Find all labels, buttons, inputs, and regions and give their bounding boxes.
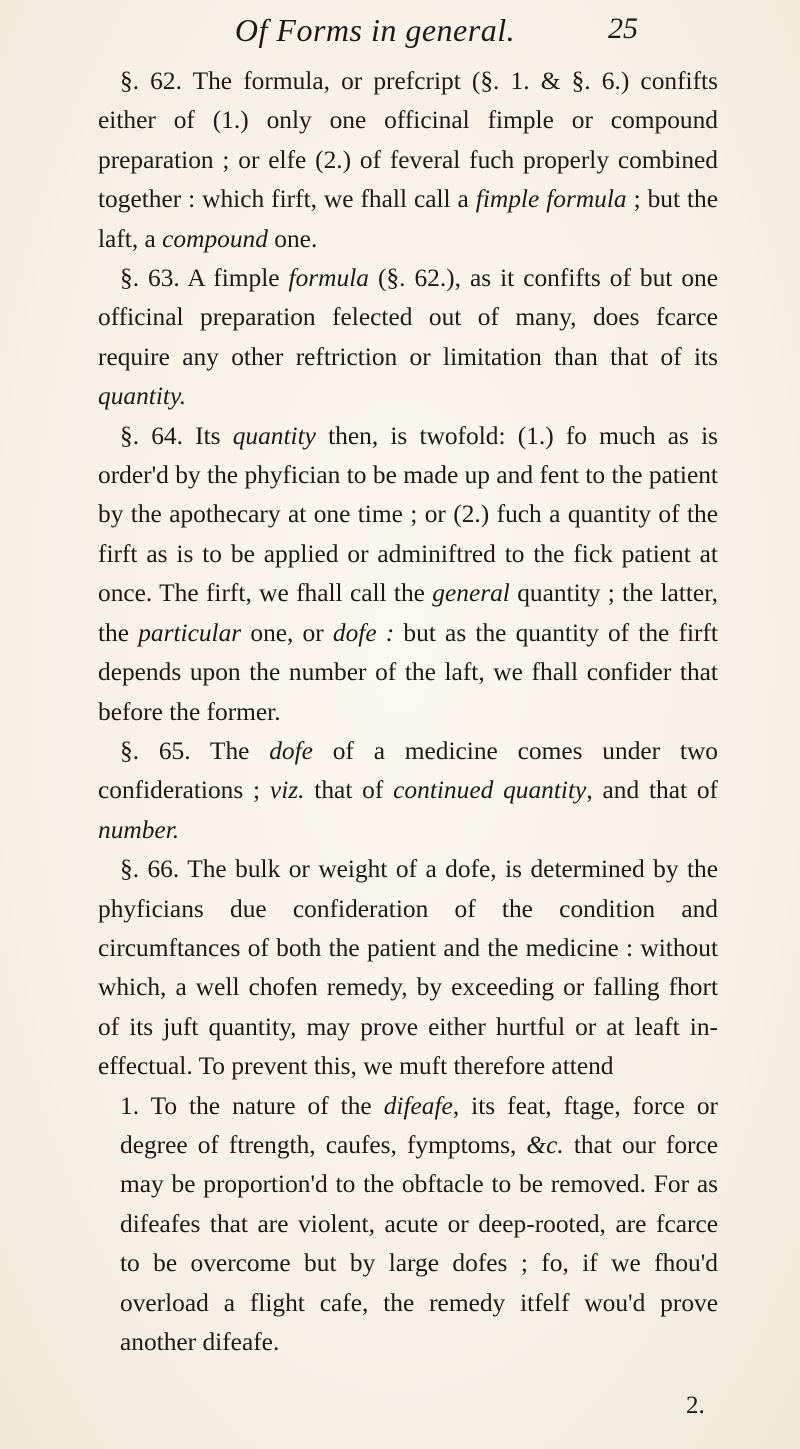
italic-term: difeafe <box>383 1091 453 1120</box>
text-run: but as the quantity of the firft depends upon the number of the laft, we fhall confider that before the former. <box>98 618 718 726</box>
text-run: of a medicine comes under two confiderations ; <box>98 736 719 805</box>
paragraph-item1 <box>98 1087 718 1363</box>
text-run: (§. 62.), as it confifts of but one officinal preparation felected out of many, does fcarce require any other reftriction or limitation than that of its <box>98 264 718 371</box>
italic-term: quantity. <box>98 382 187 411</box>
italic-term: particular <box>138 618 242 647</box>
paragraph-p65 <box>98 732 718 850</box>
text-run: §. 62. The formula, or prefcript (§. 1. & §. 6.) confifts either of (1.) only one officinal fimple or compound preparation ; or elfe (2.) of feveral fuch properly combined together : which firft, we fhall call a <box>98 67 718 214</box>
body-text <box>98 62 718 1362</box>
running-title: Of Forms in general. <box>234 12 516 48</box>
catchword: 2. <box>686 1392 705 1419</box>
text-run: quantity ; the latter, the <box>98 579 718 647</box>
text-run: one, or <box>241 618 333 647</box>
italic-term: general <box>432 579 510 608</box>
text-run: §. 64. Its <box>120 421 233 450</box>
paragraph-p64 <box>98 417 718 732</box>
italic-term: dofe <box>269 736 313 765</box>
page-header <box>150 6 600 56</box>
italic-term: continued quantity <box>393 776 587 805</box>
italic-term: compound <box>162 224 268 253</box>
text-run: then, is twofold: (1.) fo much as is order'd by the phyfician to be made up and fent to the patient by the apothecary at one time ; or (2.) fuch a quantity of the firft as is to be applied or adminiftred to the fick patient at once. The firft, we fhall call the <box>98 421 719 608</box>
text-run: , and that of <box>586 776 718 805</box>
text-run: §. 66. The bulk or weight of a dofe, is determined by the phyficians due confideration of the condition and circumftances of both the patient and the medicine : without which, a well chofen remedy, by exceeding or falling fhort of its juft quantity, may prove either hurtful or at leaft ineffectual. To prevent this, we muft therefore attend <box>98 855 718 1081</box>
text-run: , its feat, ftage, force or degree of ftrength, caufes, fymptoms, <box>120 1091 718 1159</box>
text-run: that our force may be proportion'd to the obftacle to be removed. For as difeafes that are violent, acute or deep-rooted, are fcarce to be overcome but by large dofes ; fo, if we fhou'd overload a flight cafe, the remedy itfelf wou'd prove another difeafe. <box>120 1130 719 1356</box>
italic-term: &c. <box>526 1130 564 1159</box>
italic-term: number. <box>98 815 180 844</box>
text-run: 1. To the nature of the <box>120 1091 384 1120</box>
paragraph-p62 <box>98 62 718 259</box>
italic-term: quantity <box>232 421 316 450</box>
text-run: that of <box>304 776 394 805</box>
text-run: §. 65. The <box>120 736 270 765</box>
paragraph-p66 <box>98 850 718 1086</box>
text-run: §. 63. A fimple <box>120 264 289 293</box>
italic-term: viz. <box>269 776 305 805</box>
text-run: one. <box>267 224 318 253</box>
page-number: 25 <box>608 12 638 45</box>
italic-term: fimple formula <box>475 185 627 214</box>
italic-term: dofe : <box>332 618 395 647</box>
text-run: ; but the laft, a <box>98 185 718 253</box>
italic-term: formula <box>288 264 369 293</box>
paragraph-p63 <box>98 259 718 417</box>
